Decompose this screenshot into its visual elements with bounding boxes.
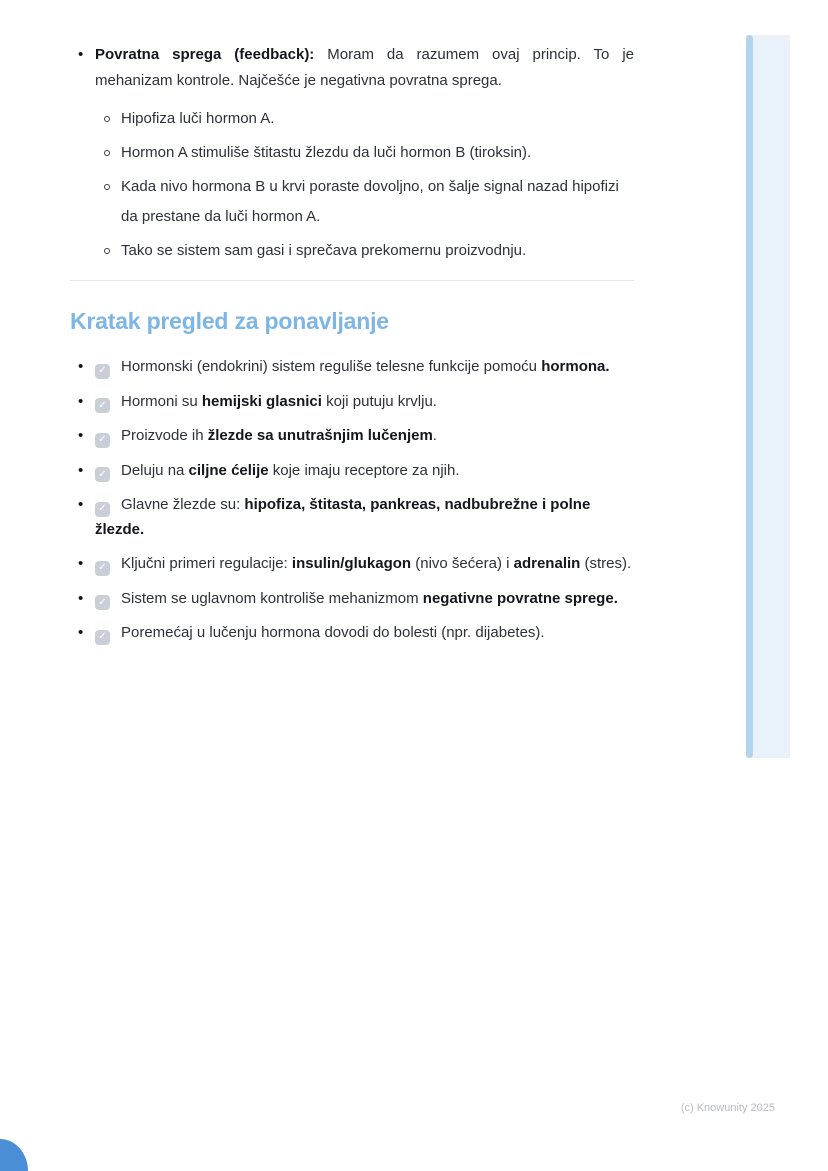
checkbox-checked[interactable] bbox=[95, 364, 110, 379]
circle-bullet-icon bbox=[104, 138, 121, 168]
checklist-item bbox=[70, 390, 634, 415]
feedback-lead-bold: Povratna sprega (feedback): bbox=[95, 46, 315, 63]
circle-bullet-icon bbox=[104, 172, 121, 232]
feedback-sub-list bbox=[70, 104, 634, 266]
check-item-text: Hormonski (endokrini) sistem reguliše telesne funkcije pomoću hormona. bbox=[121, 358, 610, 375]
disc-bullet-icon: • bbox=[78, 461, 84, 479]
check-item-body bbox=[95, 587, 634, 612]
check-item-body bbox=[95, 493, 634, 542]
disc-bullet-icon: • bbox=[78, 392, 84, 410]
check-item-text: Hormoni su hemijski glasnici koji putuju krvlju. bbox=[121, 392, 437, 410]
summary-checklist bbox=[70, 355, 634, 646]
check-icon: ✓ bbox=[98, 596, 107, 608]
check-icon: ✓ bbox=[98, 399, 107, 411]
check-item-body bbox=[95, 621, 634, 646]
check-item-body bbox=[95, 390, 634, 415]
checkbox-checked[interactable] bbox=[95, 595, 110, 610]
check-icon: ✓ bbox=[98, 562, 107, 573]
circle-bullet-icon bbox=[104, 236, 121, 266]
checklist-item bbox=[70, 459, 634, 484]
check-item-text: Deluju na ciljne ćelije koje imaju receptore za njih. bbox=[121, 461, 460, 479]
disc-bullet-icon: • bbox=[78, 496, 84, 513]
disc-bullet-icon: • bbox=[78, 624, 84, 641]
check-item-text: Poremećaj u lučenju hormona dovodi do bolesti (npr. dijabetes). bbox=[121, 624, 545, 641]
feedback-bullet-item bbox=[70, 42, 634, 94]
feedback-paragraph bbox=[95, 42, 634, 94]
checkbox-checked[interactable] bbox=[95, 433, 110, 448]
disc-bullet-icon: • bbox=[78, 427, 84, 444]
sub-list-item bbox=[70, 138, 634, 168]
checklist-item bbox=[70, 621, 634, 646]
check-item-body bbox=[95, 424, 634, 449]
check-item-body bbox=[95, 355, 634, 380]
sub-item-text: Hipofiza luči hormon A. bbox=[121, 110, 275, 127]
checklist-item bbox=[70, 424, 634, 449]
check-item-text: Glavne žlezde su: hipofiza, štitasta, pankreas, nadbubrežne i polne žlezde. bbox=[95, 496, 591, 538]
check-icon: ✓ bbox=[98, 468, 107, 480]
note-content bbox=[70, 42, 634, 656]
disc-bullet-icon: • bbox=[78, 358, 84, 375]
check-item-text: Ključni primeri regulacije: insulin/glukagon (nivo šećera) i adrenalin (stres). bbox=[121, 555, 632, 572]
checklist-item bbox=[70, 587, 634, 612]
checkbox-checked[interactable] bbox=[95, 502, 110, 517]
check-icon: ✓ bbox=[98, 365, 107, 376]
checkbox-checked[interactable] bbox=[95, 398, 110, 413]
sub-item-text: Tako se sistem sam gasi i sprečava prekomernu proizvodnju. bbox=[121, 242, 527, 259]
footer-copyright: (c) Knowunity 2025 bbox=[680, 1102, 775, 1114]
feedback-lead-text: Moram da razumem ovaj princip. To je mehanizam kontrole. Najčešće je negativna povratna sprega. bbox=[95, 46, 634, 89]
check-icon: ✓ bbox=[98, 503, 107, 514]
check-item-body bbox=[95, 552, 634, 577]
check-item-text: Proizvode ih žlezde sa unutrašnjim lučenjem. bbox=[121, 427, 437, 444]
section-divider bbox=[70, 280, 634, 281]
disc-bullet-icon: • bbox=[78, 46, 84, 63]
checklist-item bbox=[70, 552, 634, 577]
circle-bullet-icon bbox=[104, 104, 121, 134]
checkbox-checked[interactable] bbox=[95, 467, 110, 482]
check-item-body bbox=[95, 459, 634, 484]
corner-decoration bbox=[0, 1139, 28, 1171]
sub-list-item bbox=[70, 104, 634, 134]
summary-heading: Kratak pregled za ponavljanje bbox=[70, 308, 389, 334]
checkbox-checked[interactable] bbox=[95, 630, 110, 645]
checkbox-checked[interactable] bbox=[95, 561, 110, 576]
sub-item-text: Kada nivo hormona B u krvi poraste dovoljno, on šalje signal nazad hipofizi da prestane da luči hormon A. bbox=[121, 178, 619, 225]
check-item-text: Sistem se uglavnom kontroliše mehanizmom negativne povratne sprege. bbox=[121, 589, 618, 607]
checklist-item bbox=[70, 355, 634, 380]
disc-bullet-icon: • bbox=[78, 589, 84, 607]
check-icon: ✓ bbox=[98, 434, 107, 445]
checklist-item bbox=[70, 493, 634, 542]
disc-bullet-icon: • bbox=[78, 555, 84, 572]
scrollbar-thumb[interactable] bbox=[746, 35, 753, 758]
sub-list-item bbox=[70, 236, 634, 266]
check-icon: ✓ bbox=[98, 631, 107, 642]
sub-list-item bbox=[70, 172, 634, 232]
scrollbar-track bbox=[746, 35, 790, 758]
sub-item-text: Hormon A stimuliše štitastu žlezdu da luči hormon B (tiroksin). bbox=[121, 144, 532, 161]
